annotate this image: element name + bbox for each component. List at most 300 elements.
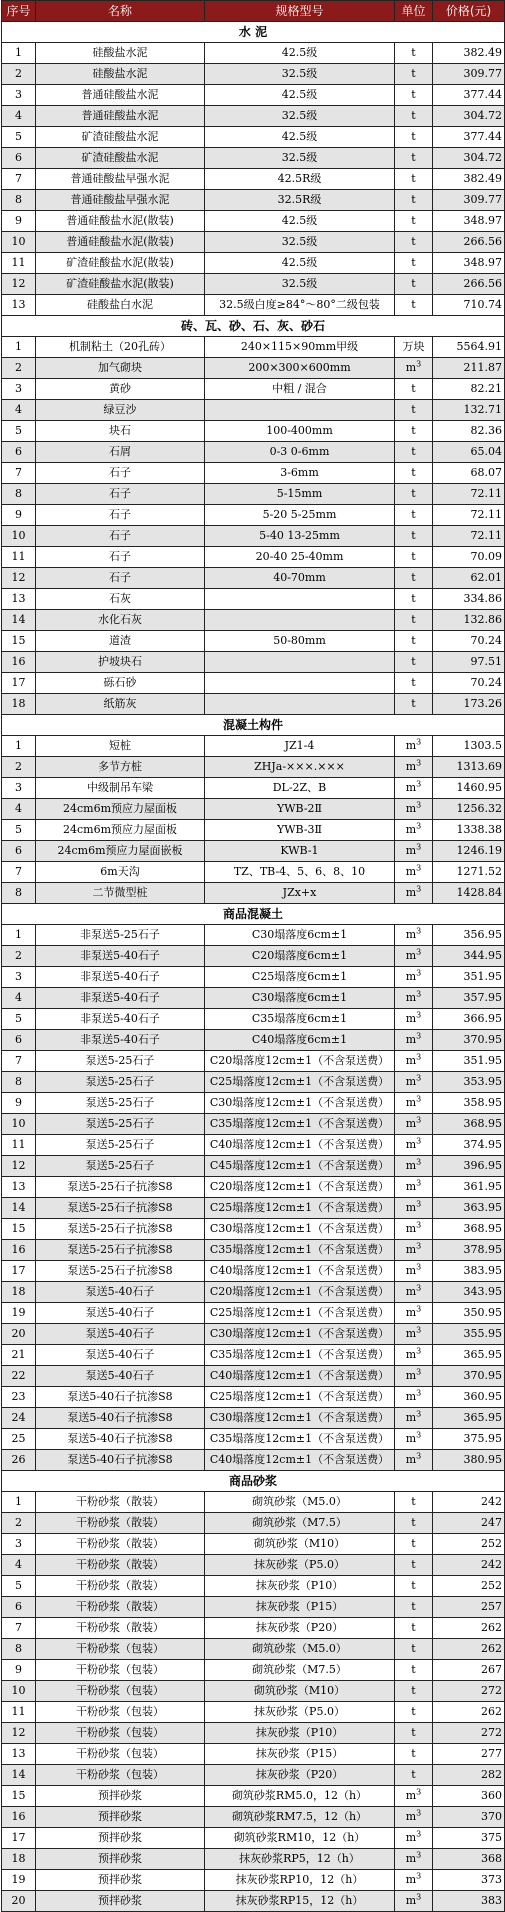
row-price: 368.95 — [433, 1114, 505, 1135]
row-spec: C30塌落度12cm±1（不含泵送费） — [205, 1219, 395, 1240]
row-index: 5 — [2, 421, 36, 442]
row-unit: 万块 — [395, 337, 433, 358]
row-unit: $m^3$ — [395, 1849, 433, 1870]
table-row — [2, 547, 505, 568]
row-spec: C20塌落度12cm±1（不含泵送费） — [205, 1051, 395, 1072]
table-row — [2, 1618, 505, 1639]
row-price: 1303.5 — [433, 736, 505, 757]
row-index: 7 — [2, 169, 36, 190]
row-name: 泵送5-25石子抗渗S8 — [36, 1177, 205, 1198]
row-index: 18 — [2, 1282, 36, 1303]
row-spec: 抹灰砂浆（P5.0） — [205, 1702, 395, 1723]
row-unit: $m^3$ — [395, 967, 433, 988]
row-index: 11 — [2, 253, 36, 274]
row-index: 12 — [2, 568, 36, 589]
row-unit: t — [395, 1576, 433, 1597]
table-row — [2, 127, 505, 148]
header-price: 价格(元) — [433, 1, 505, 22]
table-row — [2, 1723, 505, 1744]
table-row — [2, 1093, 505, 1114]
row-name: 预拌砂浆 — [36, 1849, 205, 1870]
table-row — [2, 1681, 505, 1702]
table-row — [2, 1744, 505, 1765]
row-spec: 抹灰砂浆（P15） — [205, 1597, 395, 1618]
row-index: 26 — [2, 1450, 36, 1471]
table-row — [2, 169, 505, 190]
row-name: 道渣 — [36, 631, 205, 652]
row-spec: C45塌落度12cm±1（不含泵送费） — [205, 1156, 395, 1177]
row-price: 374.95 — [433, 1135, 505, 1156]
row-spec: 100-400mm — [205, 421, 395, 442]
row-price: 1428.84 — [433, 883, 505, 904]
row-unit: $m^3$ — [395, 1366, 433, 1387]
row-unit: t — [395, 106, 433, 127]
row-index: 6 — [2, 442, 36, 463]
row-index: 17 — [2, 1261, 36, 1282]
row-price: 272 — [433, 1681, 505, 1702]
row-index: 7 — [2, 1051, 36, 1072]
row-name: 普通硅酸盐水泥 — [36, 106, 205, 127]
row-spec: ZHJa-×××.××× — [205, 757, 395, 778]
row-unit: t — [395, 610, 433, 631]
row-unit: $m^3$ — [395, 1828, 433, 1849]
row-price: 368.95 — [433, 1219, 505, 1240]
row-name: 多节方桩 — [36, 757, 205, 778]
row-unit: $m^3$ — [395, 925, 433, 946]
row-name: 硅酸盐水泥 — [36, 43, 205, 64]
row-price: 132.86 — [433, 610, 505, 631]
row-spec: 32.5级 — [205, 64, 395, 85]
table-row — [2, 736, 505, 757]
row-unit: $m^3$ — [395, 736, 433, 757]
row-spec: 32.5级 — [205, 106, 395, 127]
row-unit: $m^3$ — [395, 1450, 433, 1471]
row-spec: 砌筑砂浆（M5.0） — [205, 1639, 395, 1660]
row-name: 预拌砂浆 — [36, 1807, 205, 1828]
table-row — [2, 232, 505, 253]
row-spec: C25塌落度12cm±1（不含泵送费） — [205, 1387, 395, 1408]
row-index: 2 — [2, 757, 36, 778]
row-unit: t — [395, 190, 433, 211]
header-spec: 规格型号 — [205, 1, 395, 22]
row-name: 非泵送5-40石子 — [36, 946, 205, 967]
row-name: 矿渣硅酸盐水泥 — [36, 148, 205, 169]
table-row — [2, 1765, 505, 1786]
row-spec: C35塌落度12cm±1（不含泵送费） — [205, 1429, 395, 1450]
table-row — [2, 1576, 505, 1597]
row-spec — [205, 610, 395, 631]
row-name: 泵送5-40石子 — [36, 1282, 205, 1303]
row-price: 344.95 — [433, 946, 505, 967]
row-unit: t — [395, 211, 433, 232]
row-index: 13 — [2, 1177, 36, 1198]
row-name: 泵送5-40石子抗渗S8 — [36, 1450, 205, 1471]
row-price: 257 — [433, 1597, 505, 1618]
row-index: 11 — [2, 1135, 36, 1156]
table-row — [2, 1891, 505, 1912]
row-name: 石灰 — [36, 589, 205, 610]
row-spec: C40塌落度12cm±1（不含泵送费） — [205, 1261, 395, 1282]
row-index: 3 — [2, 1534, 36, 1555]
row-unit: $m^3$ — [395, 1870, 433, 1891]
row-index: 15 — [2, 1786, 36, 1807]
row-price: 373 — [433, 1870, 505, 1891]
row-spec: C25塌落度6cm±1 — [205, 967, 395, 988]
row-name: 非泵送5-40石子 — [36, 967, 205, 988]
table-row — [2, 925, 505, 946]
row-name: 砾石砂 — [36, 673, 205, 694]
row-price: 72.11 — [433, 505, 505, 526]
row-price: 252 — [433, 1576, 505, 1597]
row-unit: $m^3$ — [395, 1240, 433, 1261]
table-row — [2, 1219, 505, 1240]
row-index: 13 — [2, 589, 36, 610]
table-row — [2, 946, 505, 967]
row-spec — [205, 400, 395, 421]
row-price: 247 — [433, 1513, 505, 1534]
row-unit: t — [395, 442, 433, 463]
section-title: 商品砂浆 — [2, 1471, 505, 1492]
row-price: 351.95 — [433, 1051, 505, 1072]
row-index: 17 — [2, 1828, 36, 1849]
table-row — [2, 1639, 505, 1660]
row-spec — [205, 652, 395, 673]
row-name: 24cm6m预应力屋面嵌板 — [36, 841, 205, 862]
row-index: 4 — [2, 1555, 36, 1576]
row-index: 3 — [2, 778, 36, 799]
row-spec — [205, 589, 395, 610]
row-index: 8 — [2, 1072, 36, 1093]
row-unit: $m^3$ — [395, 1009, 433, 1030]
row-price: 356.95 — [433, 925, 505, 946]
row-name: 矿渣硅酸盐水泥 — [36, 127, 205, 148]
row-unit: t — [395, 274, 433, 295]
table-row — [2, 1387, 505, 1408]
table-row — [2, 85, 505, 106]
row-index: 9 — [2, 211, 36, 232]
row-name: 二节微型桩 — [36, 883, 205, 904]
row-spec: 240×115×90mm甲级 — [205, 337, 395, 358]
row-unit: t — [395, 1513, 433, 1534]
row-price: 358.95 — [433, 1093, 505, 1114]
row-spec: 3-6mm — [205, 463, 395, 484]
row-index: 5 — [2, 820, 36, 841]
row-index: 2 — [2, 64, 36, 85]
row-index: 18 — [2, 694, 36, 715]
row-index: 10 — [2, 232, 36, 253]
row-unit: t — [395, 421, 433, 442]
table-body — [2, 22, 505, 1912]
row-spec: KWB-1 — [205, 841, 395, 862]
row-index: 4 — [2, 106, 36, 127]
table-row — [2, 1828, 505, 1849]
row-price: 266.56 — [433, 232, 505, 253]
row-index: 8 — [2, 190, 36, 211]
row-unit: $m^3$ — [395, 883, 433, 904]
table-row — [2, 778, 505, 799]
row-unit: $m^3$ — [395, 946, 433, 967]
row-price: 5564.91 — [433, 337, 505, 358]
row-spec: 抹灰砂浆（P10） — [205, 1576, 395, 1597]
row-name: 非泵送5-25石子 — [36, 925, 205, 946]
row-spec — [205, 694, 395, 715]
row-spec: C30塌落度12cm±1（不含泵送费） — [205, 1324, 395, 1345]
row-price: 366.95 — [433, 1009, 505, 1030]
section-title: 商品混凝土 — [2, 904, 505, 925]
row-unit: $m^3$ — [395, 1282, 433, 1303]
row-index: 25 — [2, 1429, 36, 1450]
section-header — [2, 1471, 505, 1492]
row-index: 12 — [2, 1723, 36, 1744]
row-unit: t — [395, 64, 433, 85]
table-row — [2, 1345, 505, 1366]
row-name: 中级制吊车梁 — [36, 778, 205, 799]
row-name: 块石 — [36, 421, 205, 442]
table-row — [2, 463, 505, 484]
table-row — [2, 652, 505, 673]
row-unit: t — [395, 694, 433, 715]
row-unit: $m^3$ — [395, 1177, 433, 1198]
row-index: 12 — [2, 274, 36, 295]
row-name: 普通硅酸盐水泥 — [36, 85, 205, 106]
row-unit: $m^3$ — [395, 1156, 433, 1177]
row-spec: 5-20 5-25mm — [205, 505, 395, 526]
row-price: 304.72 — [433, 106, 505, 127]
row-spec: 32.5级 — [205, 232, 395, 253]
row-spec: 32.5R级 — [205, 190, 395, 211]
row-unit: $m^3$ — [395, 358, 433, 379]
row-unit: $m^3$ — [395, 1030, 433, 1051]
row-index: 24 — [2, 1408, 36, 1429]
table-row — [2, 841, 505, 862]
row-price: 375.95 — [433, 1429, 505, 1450]
row-price: 350.95 — [433, 1303, 505, 1324]
row-name: 泵送5-25石子 — [36, 1114, 205, 1135]
table-row — [2, 1051, 505, 1072]
row-index: 5 — [2, 1576, 36, 1597]
row-name: 泵送5-40石子 — [36, 1303, 205, 1324]
row-spec: 20-40 25-40mm — [205, 547, 395, 568]
row-index: 2 — [2, 358, 36, 379]
row-name: 预拌砂浆 — [36, 1891, 205, 1912]
row-unit: $m^3$ — [395, 1807, 433, 1828]
row-price: 363.95 — [433, 1198, 505, 1219]
row-name: 石子 — [36, 505, 205, 526]
table-row — [2, 211, 505, 232]
row-price: 68.07 — [433, 463, 505, 484]
row-price: 355.95 — [433, 1324, 505, 1345]
row-unit: $m^3$ — [395, 1786, 433, 1807]
row-spec: C40塌落度12cm±1（不含泵送费） — [205, 1366, 395, 1387]
header-name: 名称 — [36, 1, 205, 22]
table-row — [2, 1072, 505, 1093]
row-price: 375 — [433, 1828, 505, 1849]
row-price: 1256.32 — [433, 799, 505, 820]
row-unit: t — [395, 232, 433, 253]
row-unit: t — [395, 85, 433, 106]
row-spec: 中粗 / 混合 — [205, 379, 395, 400]
row-index: 14 — [2, 610, 36, 631]
row-index: 9 — [2, 1660, 36, 1681]
row-unit: t — [395, 43, 433, 64]
row-name: 非泵送5-40石子 — [36, 1030, 205, 1051]
row-index: 21 — [2, 1345, 36, 1366]
row-spec: C40塌落度12cm±1（不含泵送费） — [205, 1450, 395, 1471]
row-spec: JZ1-4 — [205, 736, 395, 757]
row-price: 382.49 — [433, 169, 505, 190]
row-unit: $m^3$ — [395, 820, 433, 841]
table-row — [2, 988, 505, 1009]
table-row — [2, 1513, 505, 1534]
row-unit: t — [395, 1681, 433, 1702]
row-name: 机制粘土（20孔砖） — [36, 337, 205, 358]
row-unit: t — [395, 295, 433, 316]
table-row — [2, 1597, 505, 1618]
row-name: 干粉砂浆（包装） — [36, 1723, 205, 1744]
row-name: 普通硅酸盐水泥(散装) — [36, 211, 205, 232]
row-spec: C30塌落度6cm±1 — [205, 988, 395, 1009]
row-index: 19 — [2, 1303, 36, 1324]
row-spec: 砌筑砂浆RM5.0，12（h） — [205, 1786, 395, 1807]
row-price: 1271.52 — [433, 862, 505, 883]
row-price: 365.95 — [433, 1408, 505, 1429]
row-spec: C40塌落度12cm±1（不含泵送费） — [205, 1135, 395, 1156]
row-index: 16 — [2, 652, 36, 673]
table-row — [2, 64, 505, 85]
row-price: 82.21 — [433, 379, 505, 400]
section-title: 混凝土构件 — [2, 715, 505, 736]
row-name: 纸筋灰 — [36, 694, 205, 715]
row-spec: 42.5级 — [205, 127, 395, 148]
row-spec: 砌筑砂浆RM10，12（h） — [205, 1828, 395, 1849]
row-index: 20 — [2, 1891, 36, 1912]
row-price: 382.49 — [433, 43, 505, 64]
row-unit: t — [395, 526, 433, 547]
row-name: 泵送5-40石子 — [36, 1366, 205, 1387]
row-unit: $m^3$ — [395, 1114, 433, 1135]
row-index: 6 — [2, 841, 36, 862]
row-price: 262 — [433, 1702, 505, 1723]
row-unit: $m^3$ — [395, 1135, 433, 1156]
row-name: 泵送5-40石子抗渗S8 — [36, 1429, 205, 1450]
row-unit: t — [395, 1702, 433, 1723]
row-name: 预拌砂浆 — [36, 1870, 205, 1891]
row-index: 15 — [2, 631, 36, 652]
row-spec: C25塌落度12cm±1（不含泵送费） — [205, 1072, 395, 1093]
row-price: 1313.69 — [433, 757, 505, 778]
row-price: 380.95 — [433, 1450, 505, 1471]
row-index: 11 — [2, 1702, 36, 1723]
row-name: 泵送5-25石子抗渗S8 — [36, 1219, 205, 1240]
table-row — [2, 1030, 505, 1051]
row-name: 泵送5-25石子 — [36, 1135, 205, 1156]
row-name: 6m天沟 — [36, 862, 205, 883]
row-spec: 32.5级 — [205, 274, 395, 295]
table-row — [2, 1849, 505, 1870]
row-unit: t — [395, 631, 433, 652]
row-name: 短桩 — [36, 736, 205, 757]
table-row — [2, 1303, 505, 1324]
row-unit: $m^3$ — [395, 1093, 433, 1114]
row-name: 干粉砂浆（包装） — [36, 1681, 205, 1702]
table-row — [2, 1261, 505, 1282]
table-row — [2, 1786, 505, 1807]
row-name: 普通硅酸盐早强水泥 — [36, 190, 205, 211]
row-price: 334.86 — [433, 589, 505, 610]
table-row — [2, 526, 505, 547]
row-spec: 抹灰砂浆RP10，12（h） — [205, 1870, 395, 1891]
table-row — [2, 400, 505, 421]
row-price: 82.36 — [433, 421, 505, 442]
row-name: 干粉砂浆（散装） — [36, 1513, 205, 1534]
row-spec: 砌筑砂浆（M10） — [205, 1534, 395, 1555]
row-index: 9 — [2, 505, 36, 526]
row-price: 242 — [433, 1492, 505, 1513]
row-price: 370.95 — [433, 1366, 505, 1387]
row-name: 非泵送5-40石子 — [36, 988, 205, 1009]
row-unit: t — [395, 169, 433, 190]
row-name: 24cm6m预应力屋面板 — [36, 799, 205, 820]
table-row — [2, 1240, 505, 1261]
row-index: 7 — [2, 1618, 36, 1639]
table-row — [2, 148, 505, 169]
row-index: 6 — [2, 1030, 36, 1051]
row-index: 23 — [2, 1387, 36, 1408]
row-name: 泵送5-25石子抗渗S8 — [36, 1198, 205, 1219]
row-price: 377.44 — [433, 127, 505, 148]
row-unit: $m^3$ — [395, 1198, 433, 1219]
table-row — [2, 190, 505, 211]
row-price: 97.51 — [433, 652, 505, 673]
row-index: 3 — [2, 379, 36, 400]
row-price: 353.95 — [433, 1072, 505, 1093]
row-unit: $m^3$ — [395, 1408, 433, 1429]
row-spec: 抹灰砂浆（P20） — [205, 1618, 395, 1639]
table-row — [2, 589, 505, 610]
row-index: 2 — [2, 946, 36, 967]
row-price: 1246.19 — [433, 841, 505, 862]
row-price: 365.95 — [433, 1345, 505, 1366]
row-spec: 0-3 0-6mm — [205, 442, 395, 463]
row-price: 70.09 — [433, 547, 505, 568]
table-row — [2, 421, 505, 442]
row-name: 干粉砂浆（散装） — [36, 1492, 205, 1513]
row-price: 396.95 — [433, 1156, 505, 1177]
row-spec: 32.5级 — [205, 148, 395, 169]
table-row — [2, 1870, 505, 1891]
row-index: 1 — [2, 736, 36, 757]
row-price: 304.72 — [433, 148, 505, 169]
row-price: 262 — [433, 1618, 505, 1639]
row-name: 干粉砂浆（包装） — [36, 1744, 205, 1765]
row-spec: 200×300×600mm — [205, 358, 395, 379]
row-unit: $m^3$ — [395, 862, 433, 883]
row-name: 普通硅酸盐水泥(散装) — [36, 232, 205, 253]
row-spec: 抹灰砂浆RP5，12（h） — [205, 1849, 395, 1870]
section-header — [2, 904, 505, 925]
row-unit: $m^3$ — [395, 1429, 433, 1450]
table-row — [2, 1807, 505, 1828]
section-title: 砖、瓦、砂、石、灰、砂石 — [2, 316, 505, 337]
table-row — [2, 253, 505, 274]
row-unit: $m^3$ — [395, 757, 433, 778]
table-row — [2, 799, 505, 820]
row-index: 16 — [2, 1240, 36, 1261]
row-spec: C35塌落度12cm±1（不含泵送费） — [205, 1114, 395, 1135]
row-unit: t — [395, 484, 433, 505]
row-name: 泵送5-25石子抗渗S8 — [36, 1240, 205, 1261]
row-spec: TZ、TB-4、5、6、8、10 — [205, 862, 395, 883]
